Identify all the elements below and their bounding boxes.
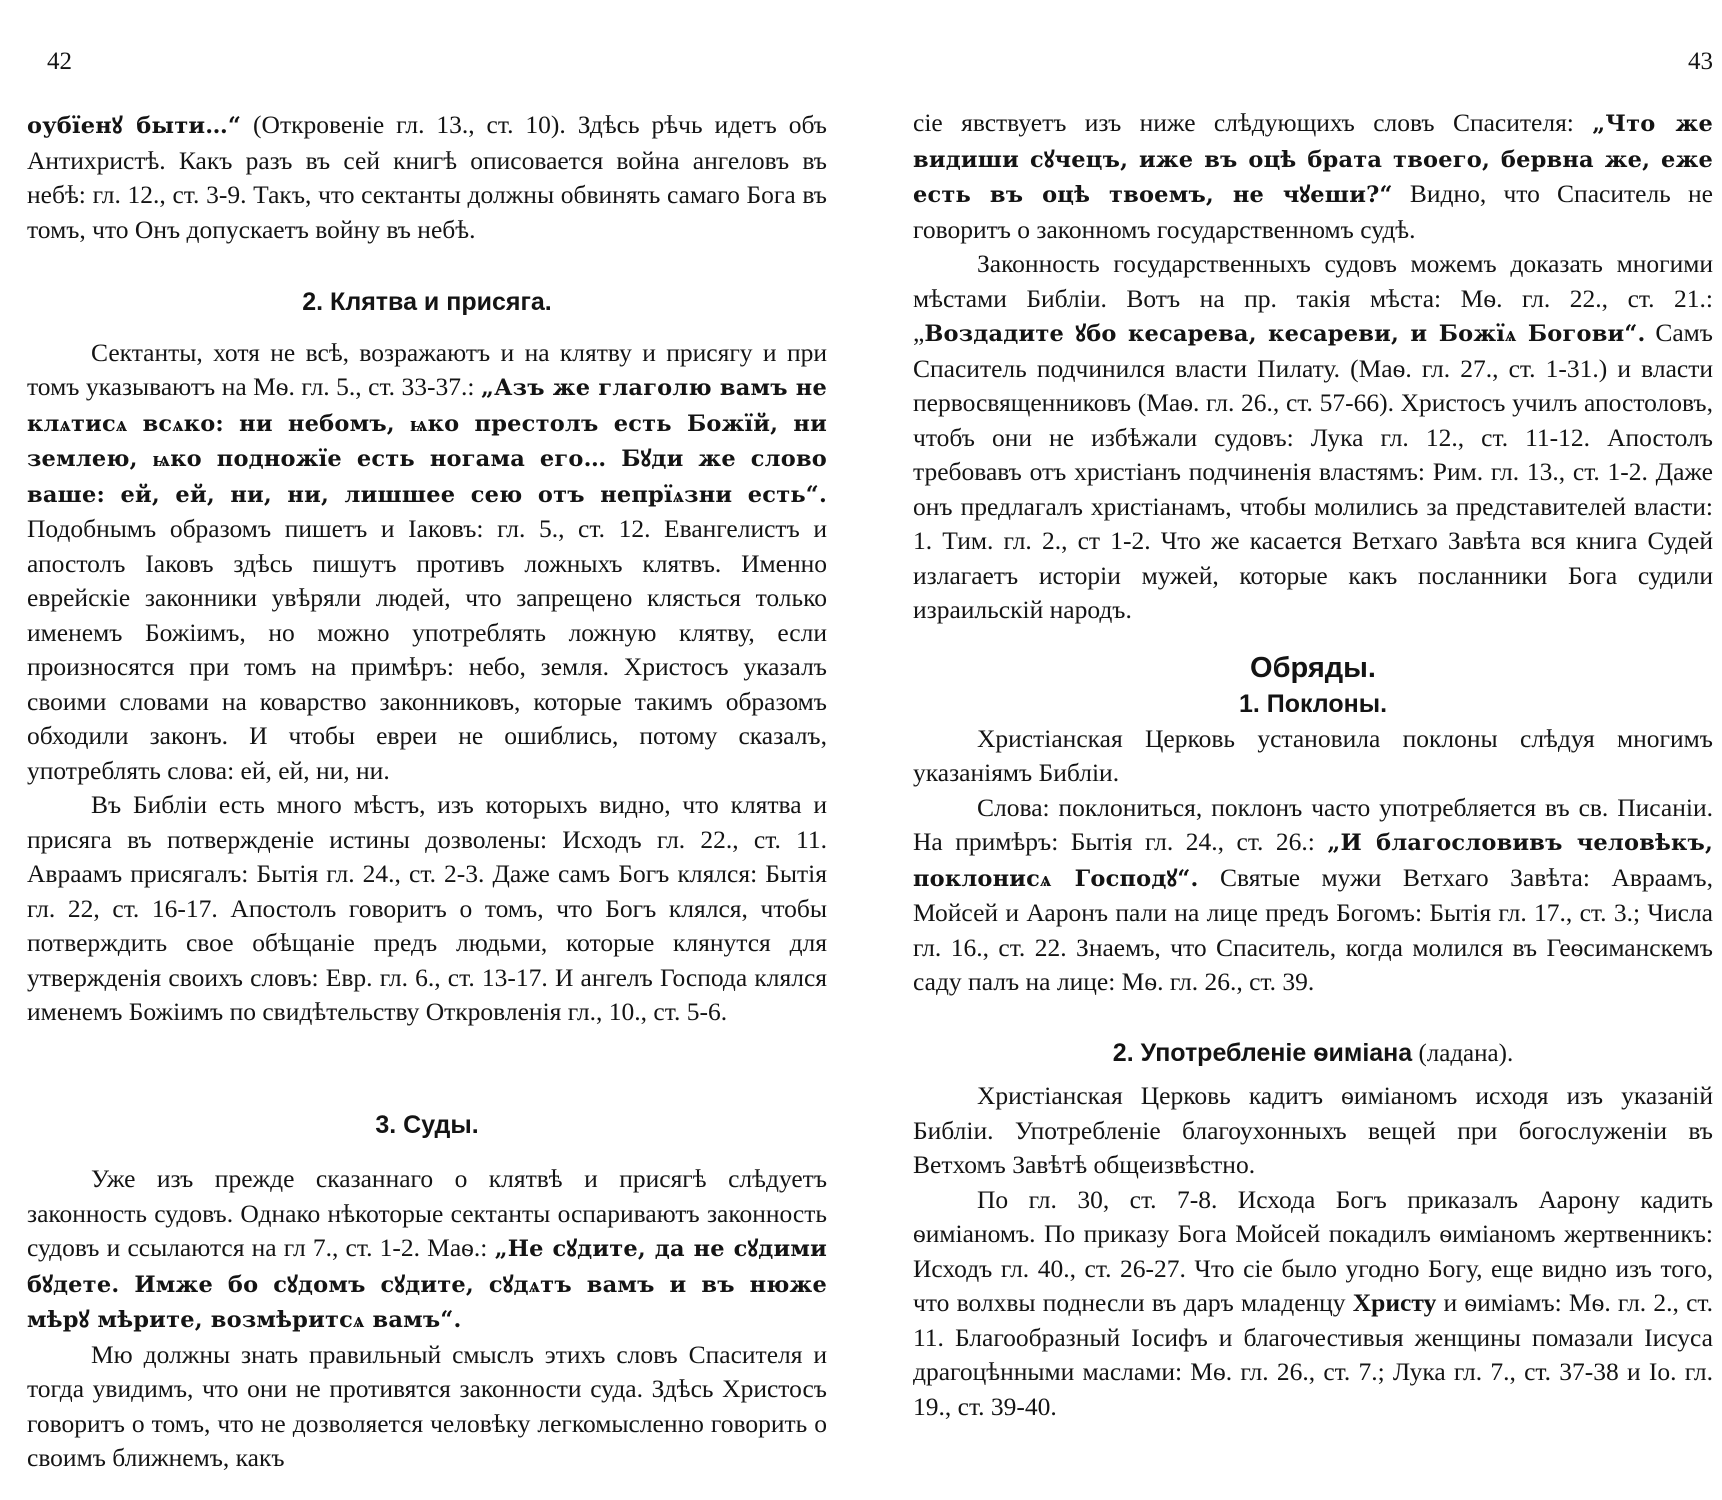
section-heading-poklony: 1. Поклоны. <box>1238 689 1388 718</box>
page-text <box>27 108 827 1476</box>
page-text <box>913 106 1713 1424</box>
church-slavonic-quote: „Что же видиши сꙋчецъ, иже въ оцѣ брата твоего, бервна же, еже есть въ оцѣ твоемъ, не чꙋеши?“ <box>913 111 1713 208</box>
emphasis-text: Христу <box>1352 1288 1437 1317</box>
left-page <box>27 0 827 1500</box>
paragraph: По гл. 30, ст. 7-8. Исхода Богъ приказалъ Аарону кадить ѳиміаномъ. По приказу Бога Мойсей покадилъ ѳиміаномъ жертвенникъ: Исходъ гл. 40., ст. 26-27. Что сіе было угодно Богу, еще видно изъ того, что волхвы поднесли въ даръ младенцу Христу и ѳиміамъ: Мѳ. гл. 2., ст. 11. Благообразный Іосифъ и благочестивыя женщины помазали Іисуса драгоцѣнными маслами: Мѳ. гл. 26., ст. 7.; Лука гл. 7., ст. 37-38 и Іо. гл. 19., ст. 39-40. <box>913 1184 1713 1421</box>
chapter-heading-obryady: Обряды. <box>1250 651 1376 684</box>
paragraph: Христіанская Церковь кадитъ ѳиміаномъ исходя изъ указаній Библіи. Употребленіе благоухонныхъ вещей при богослуженіи въ Ветхомъ Завѣтѣ общеизвѣстно. <box>913 1081 1713 1179</box>
church-slavonic-quote: Воздадите ꙋбо кесарева, кесареви, и Божїѧ Богови“. <box>924 321 1646 347</box>
paragraph: Въ Библіи есть много мѣстъ, изъ которыхъ видно, что клятва и присяга въ потвержденіе истины дозволены: Исходъ гл. 22., ст. 11. Авраамъ присягалъ: Бытія гл. 24., ст. 2-3. Даже самъ Богъ клялся: Бытія гл. 22, ст. 16-17. Апостолъ говоритъ о томъ, что Богъ клялся, чтобы потверждить свое обѣщаніе предъ людьми, которые клянутся для утвержденія своихъ словъ: Евр. гл. 6., ст. 13-17. И ангелъ Господа клялся именемъ Божіимъ по свидѣтельству Откровленія гл., 10., ст. 5-6. <box>27 790 827 1026</box>
paragraph: оубїенꙋ быти…“ (Откровеніе гл. 13., ст. 10). Здѣсь рѣчь идетъ объ Антихристѣ. Какъ разъ въ сей книгѣ описовается война ангеловъ въ небѣ: гл. 12., ст. 3-9. Такъ, что сектанты должны обвинять самаго Бога въ томъ, что Онъ допускаетъ войну въ небѣ. <box>27 110 827 244</box>
paragraph: сіе явствуетъ изъ ниже слѣдующихъ словъ Спасителя: „Что же видиши сꙋчецъ, иже въ оцѣ брата твоего, бервна же, еже есть въ оцѣ твоемъ, не чꙋеши?“ Видно, что Спаситель не говоритъ о законномъ государственномъ судѣ. <box>913 108 1713 244</box>
church-slavonic-quote: „Не сꙋдите, да не сꙋдими бꙋдете. Имже бо сꙋдомъ сꙋдите, сꙋдѧтъ вамъ и въ нюже мѣрꙋ мѣрите, возмѣритсѧ вамъ“. <box>27 1236 827 1333</box>
right-page <box>913 0 1713 1500</box>
paragraph: Сектанты, хотя не всѣ, возражаютъ и на клятву и присягу и при томъ указываютъ на Мѳ. гл. 5., ст. 33-37.: „Азъ же глаголю вамъ не клѧтисѧ всѧко: ни небомъ, ѩко престолъ есть Божїй, ни землею, ѩко подножїе есть ногама его… Бꙋди же слово ваше: ей, ей, ни, ни, лишшее сею отъ непрїѧзни есть“. Подобнымъ образомъ пишетъ и Іаковъ: гл. 5., ст. 12. Евангелистъ и апостолъ Іаковъ здѣсь пишутъ противъ ложныхъ клятвъ. Именно еврейскіе законники увѣряли людей, что запрещено клясться только именемъ Божіимъ, но можно употреблять ложную клятву, если произносятся при томъ на примѣръ: небо, земля. Христосъ указалъ своими словами на коварство законниковъ, которые такимъ образомъ обходили законъ. И чтобы евреи не ошиблись, потому сказалъ, употреблять слова: ей, ей, ни, ни. <box>27 337 827 785</box>
section-heading-fimian: 2. Употребленіе ѳиміана (ладана). <box>1112 1038 1514 1067</box>
paragraph: Уже изъ прежде сказаннаго о клятвѣ и присягѣ слѣдуетъ законность судовъ. Однако нѣкоторые сектанты оспариваютъ законность судовъ и ссылаются на гл 7., ст. 1-2. Маѳ.: „Не сꙋдите, да не сꙋдими бꙋдете. Имже бо сꙋдомъ сꙋдите, сꙋдѧтъ вамъ и въ нюже мѣрꙋ мѣрите, возмѣритсѧ вамъ“. <box>27 1164 827 1333</box>
church-slavonic-quote: оубїенꙋ быти…“ <box>27 113 242 139</box>
paragraph: Христіанская Церковь установила поклоны слѣдуя многимъ указаніямъ Библіи. <box>913 723 1713 787</box>
church-slavonic-quote: „И благословивъ человѣкъ, поклонисѧ Господꙋ“. <box>913 830 1714 892</box>
page-number: 42 <box>47 48 72 75</box>
section-heading-klyatva: 2. Клятва и присяга. <box>302 288 552 316</box>
section-heading-sudy: 3. Суды. <box>375 1110 479 1139</box>
paragraph: Мю должны знать правильный смыслъ этихъ словъ Спасителя и тогда увидимъ, что они не противятся законности суда. Здѣсь Христосъ говоритъ о томъ, что не дозволяется человѣку легкомысленно говорить о своимъ ближнемъ, какъ <box>27 1339 827 1472</box>
page-number: 43 <box>1688 48 1713 75</box>
paragraph: Законность государственныхъ судовъ можемъ доказать многими мѣстами Библіи. Вотъ на пр. такія мѣста: Мѳ. гл. 22., ст. 21.: „Воздадите ꙋбо кесарева, кесареви, и Божїѧ Богови“. Самъ Спаситель подчинился власти Пилату. (Маѳ. гл. 27., ст. 1-31.) и власти первосвященниковъ (Маѳ. гл. 26., ст. 57-66). Христосъ училъ апостоловъ, чтобъ они не избѣжали судовъ: Лука гл. 12., ст. 11-12. Апостолъ требовавъ отъ христіанъ подчиненія властямъ: Рим. гл. 13., ст. 1-2. Даже онъ предлагалъ христіанамъ, чтобы молились за представителей власти: 1. Тим. гл. 2., ст 1-2. Что же касается Ветхаго Завѣта вся книга Судей излагаетъ исторіи мужей, которые какъ посланники Бога судили израильскій народъ. <box>913 249 1713 624</box>
church-slavonic-quote: „Азъ же глаголю вамъ не клѧтисѧ всѧко: ни небомъ, ѩко престолъ есть Божїй, ни землею, ѩко подножїе есть ногама его… Бꙋди же слово ваше: ей, ей, ни, ни, лишшее сею отъ непрїѧзни есть“. <box>27 375 827 508</box>
paragraph: Слова: поклониться, поклонъ часто употребляется въ св. Писаніи. На примѣръ: Бытія гл. 24., ст. 26.: „И благословивъ человѣкъ, поклонисѧ Господꙋ“. Святые мужи Ветхаго Завѣта: Авраамъ, Мойсей и Ааронъ пали на лице предъ Богомъ: Бытія гл. 17., ст. 3.; Числа гл. 16., ст. 22. Знаемъ, что Спаситель, когда молился въ Геѳсиманскемъ саду палъ на лице: Мѳ. гл. 26., ст. 39. <box>913 792 1714 996</box>
